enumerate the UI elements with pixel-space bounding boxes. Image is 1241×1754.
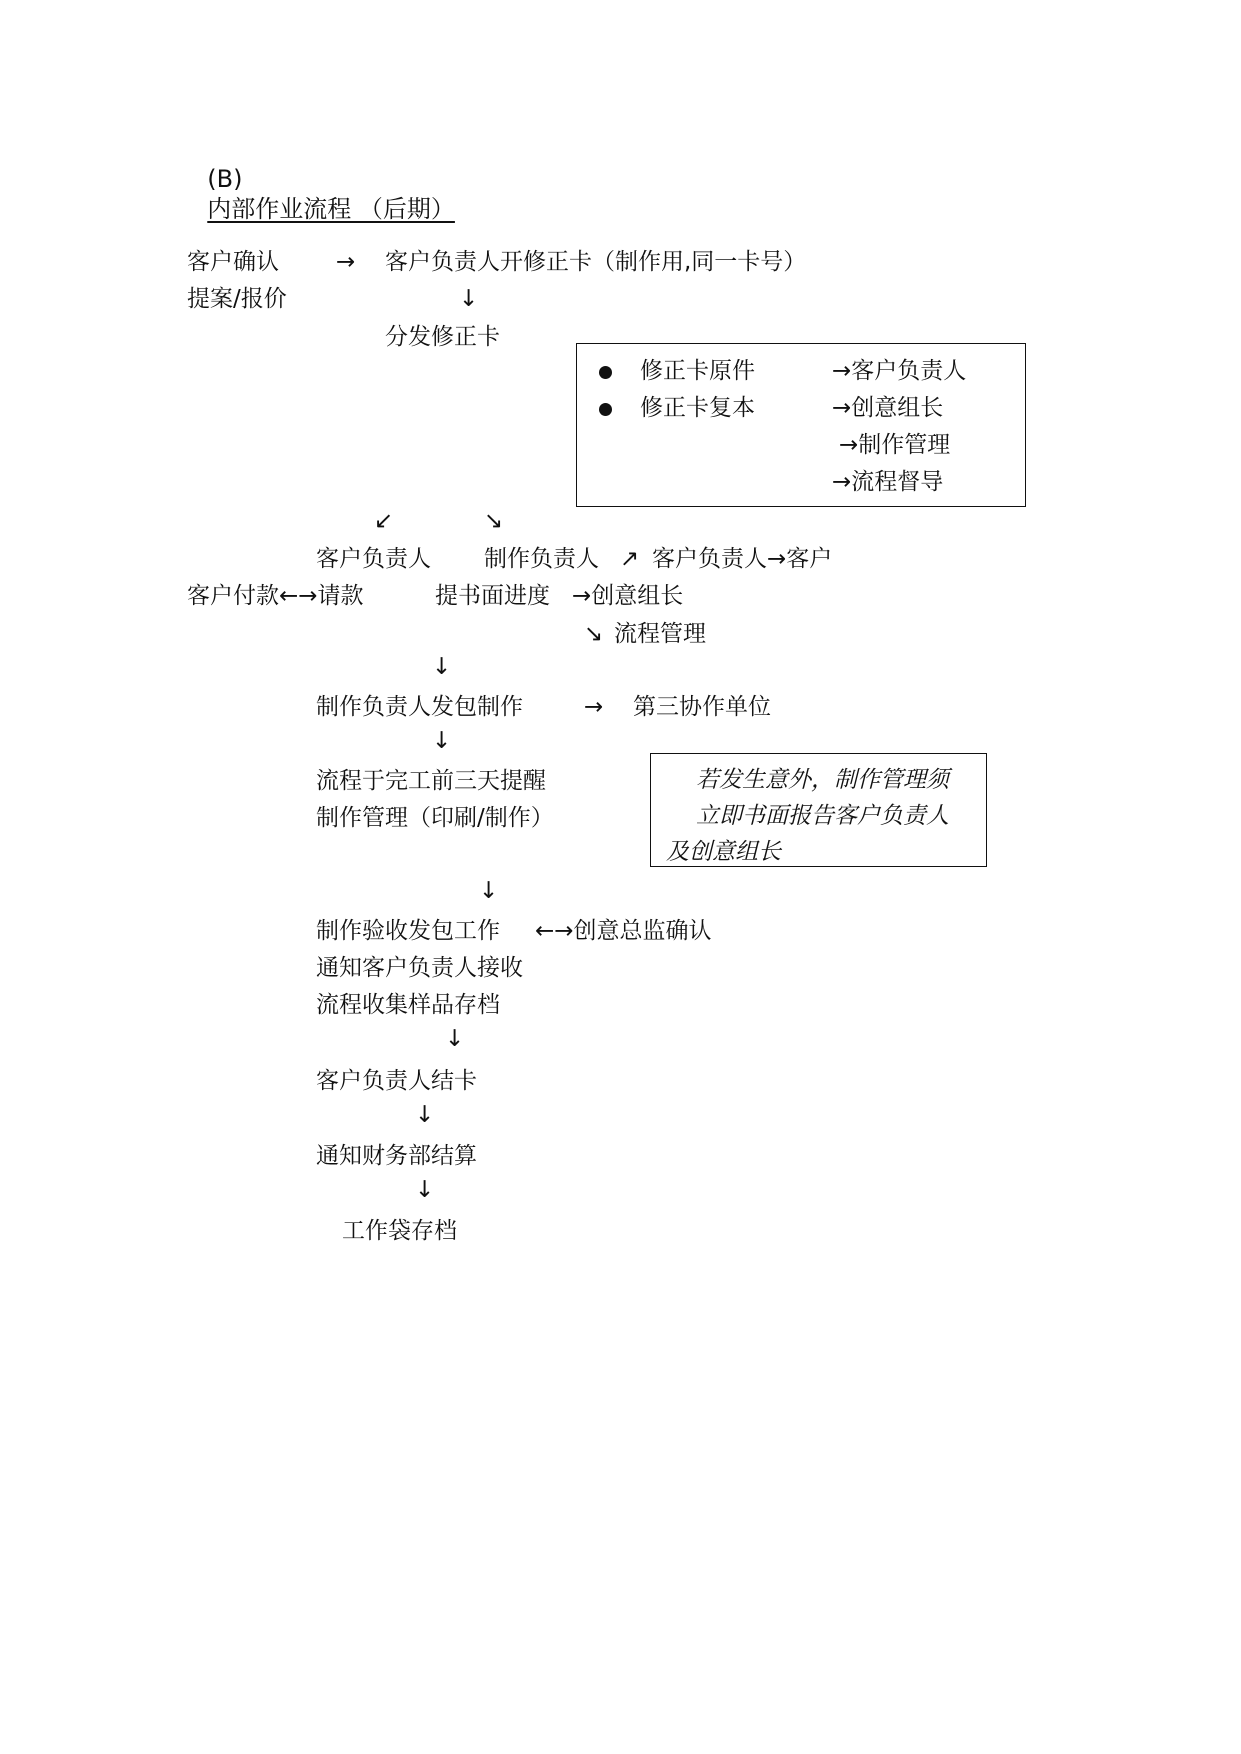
target-customer-lead: →客户负责人 <box>832 358 967 384</box>
arrow-down-icon: ↓ <box>479 878 499 904</box>
step-lead-to-customer: 客户负责人→客户 <box>652 546 833 572</box>
bullet-icon <box>599 403 612 416</box>
target-process-supervisor: →流程督导 <box>832 469 944 495</box>
arrow-up-right-icon: ↗ <box>620 546 640 572</box>
arrow-down-icon: ↓ <box>432 654 452 680</box>
arrow-down-icon: ↓ <box>445 1026 465 1052</box>
step-proposal-quote: 提案/报价 <box>187 286 287 312</box>
note-line: 立即书面报告客户负责人 <box>696 803 949 829</box>
target-creative-lead: →创意组长 <box>832 395 944 421</box>
step-open-correction-card: 客户负责人开修正卡（制作用,同一卡号） <box>385 249 807 275</box>
note-line: 及创意组长 <box>666 839 781 865</box>
arrow-right-icon: → <box>336 249 356 275</box>
bullet-icon <box>599 366 612 379</box>
incident-note-box <box>650 753 987 867</box>
step-archive-samples: 流程收集样品存档 <box>316 992 500 1018</box>
arrow-down-icon: ↓ <box>415 1177 435 1203</box>
step-finance-settlement: 通知财务部结算 <box>316 1143 477 1169</box>
arrow-down-icon: ↓ <box>415 1102 435 1128</box>
step-written-progress: 提书面进度 <box>435 583 550 609</box>
arrow-down-right-icon: ↘ <box>484 508 504 534</box>
step-reminder: 流程于完工前三天提醒 <box>316 768 546 794</box>
card-original: 修正卡原件 <box>640 358 755 384</box>
card-copy: 修正卡复本 <box>640 395 755 421</box>
target-production-mgmt: →制作管理 <box>839 432 951 458</box>
distribution-box <box>576 343 1026 507</box>
arrow-down-right-icon: ↘ <box>584 621 604 647</box>
arrow-down-icon: ↓ <box>432 728 452 754</box>
step-archive-work-bag: 工作袋存档 <box>342 1218 457 1244</box>
arrow-right-icon: → <box>584 694 604 720</box>
page-title <box>192 134 455 224</box>
step-production-lead: 制作负责人 <box>484 546 599 572</box>
step-customer-confirm: 客户确认 <box>187 249 279 275</box>
to-process-mgmt: 流程管理 <box>614 621 706 647</box>
step-close-card: 客户负责人结卡 <box>316 1068 477 1094</box>
arrow-down-icon: ↓ <box>459 286 479 312</box>
note-line: 若发生意外，制作管理须 <box>696 767 949 793</box>
section-label: (B) <box>207 165 243 193</box>
step-acceptance: 制作验收发包工作 <box>316 918 500 944</box>
step-distribute-card: 分发修正卡 <box>385 324 500 350</box>
third-party-partner: 第三协作单位 <box>633 694 771 720</box>
creative-director-confirm: ←→创意总监确认 <box>535 918 712 944</box>
to-creative-lead: →创意组长 <box>572 583 684 609</box>
step-notify-lead: 通知客户负责人接收 <box>316 955 523 981</box>
step-payment-request: 客户付款←→请款 <box>187 583 364 609</box>
step-outsource-production: 制作负责人发包制作 <box>316 694 523 720</box>
step-production-mgmt: 制作管理（印刷/制作） <box>316 805 554 831</box>
step-customer-lead: 客户负责人 <box>316 546 431 572</box>
arrow-down-left-icon: ↙ <box>374 508 394 534</box>
title-text: 内部作业流程 （后期） <box>207 195 455 223</box>
